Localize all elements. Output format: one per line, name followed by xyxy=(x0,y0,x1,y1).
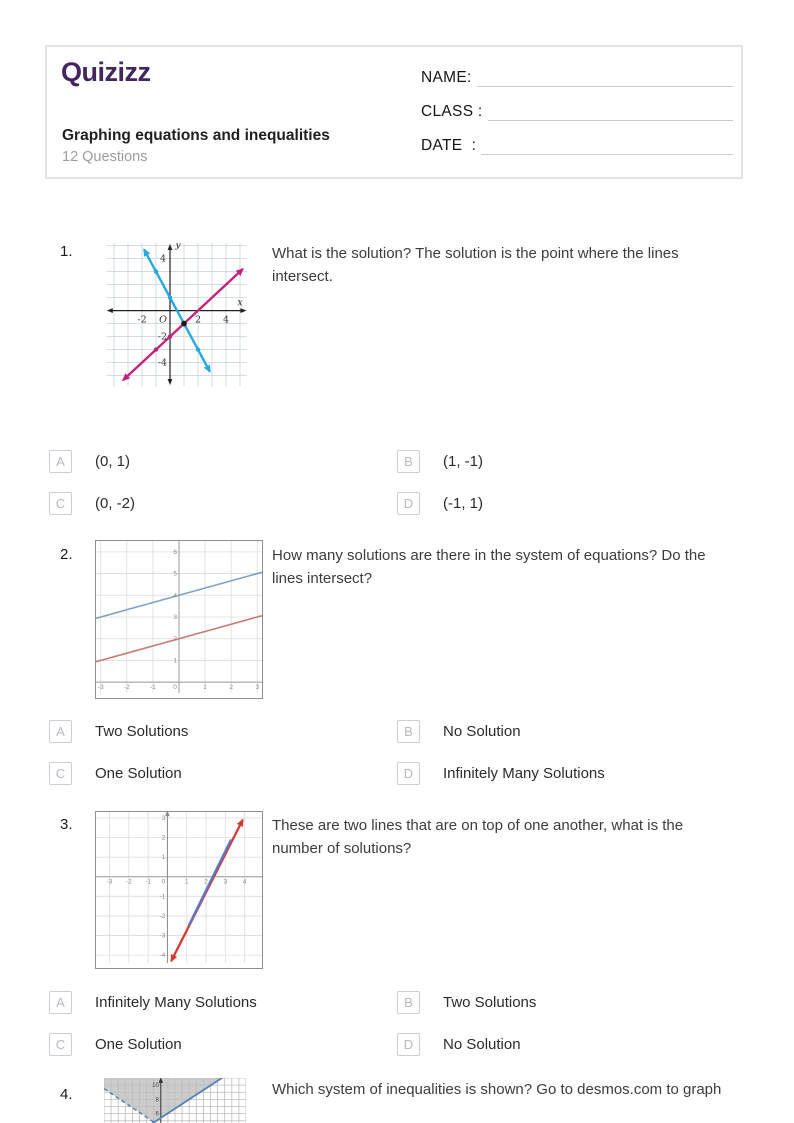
svg-text:5: 5 xyxy=(173,570,177,578)
svg-text:10: 10 xyxy=(152,1083,159,1090)
option-b-box[interactable]: B xyxy=(397,450,420,473)
option-a-box[interactable]: A xyxy=(49,991,72,1014)
svg-text:0: 0 xyxy=(173,684,177,692)
svg-text:3: 3 xyxy=(223,878,228,886)
option-d-text: Infinitely Many Solutions xyxy=(443,765,605,782)
svg-text:3: 3 xyxy=(161,814,166,822)
svg-text:-3: -3 xyxy=(159,932,166,940)
option-d-text: No Solution xyxy=(443,1036,521,1053)
question-1-option-b xyxy=(397,450,745,473)
question-1-option-c xyxy=(49,492,397,515)
class-input-line[interactable] xyxy=(488,102,733,121)
question-3-option-a xyxy=(49,991,397,1014)
svg-text:1: 1 xyxy=(203,684,207,692)
svg-text:2: 2 xyxy=(173,635,177,643)
svg-text:4: 4 xyxy=(173,592,177,600)
option-c-box[interactable]: C xyxy=(49,1033,72,1056)
question-1-graph xyxy=(107,243,247,391)
worksheet-header xyxy=(45,45,743,179)
svg-text:y: y xyxy=(175,243,181,251)
question-count: 12 Questions xyxy=(62,149,148,165)
svg-text:0: 0 xyxy=(161,878,166,886)
question-4-number: 4. xyxy=(60,1086,73,1103)
option-c-box[interactable]: C xyxy=(49,762,72,785)
question-3-graph xyxy=(95,811,263,969)
svg-text:-2: -2 xyxy=(123,684,130,692)
option-a-box[interactable]: A xyxy=(49,450,72,473)
svg-text:-4: -4 xyxy=(159,952,166,960)
svg-text:1: 1 xyxy=(173,657,177,665)
question-1-option-a xyxy=(49,450,397,473)
svg-text:O: O xyxy=(159,314,167,326)
question-2-option-c xyxy=(49,762,397,785)
svg-text:1: 1 xyxy=(161,854,166,862)
student-info-fields xyxy=(421,53,733,155)
option-d-box[interactable]: D xyxy=(397,492,420,515)
svg-text:3: 3 xyxy=(255,684,260,692)
option-b-box[interactable]: B xyxy=(397,991,420,1014)
date-input-line[interactable] xyxy=(481,136,733,155)
question-3-options xyxy=(49,991,745,1056)
option-a-box[interactable]: A xyxy=(49,720,72,743)
svg-text:-2: -2 xyxy=(159,912,166,920)
question-1-number: 1. xyxy=(60,243,73,260)
svg-text:-3: -3 xyxy=(106,878,113,886)
question-3-option-d xyxy=(397,1033,745,1056)
question-4-graph xyxy=(104,1078,246,1123)
svg-text:1: 1 xyxy=(184,878,189,886)
svg-text:-3: -3 xyxy=(97,684,104,692)
option-c-text: One Solution xyxy=(95,765,182,782)
question-3-option-b xyxy=(397,991,745,1014)
question-2-option-a xyxy=(49,720,397,743)
name-label: NAME: xyxy=(421,69,472,86)
option-c-text: One Solution xyxy=(95,1036,182,1053)
option-a-text: Two Solutions xyxy=(95,723,189,740)
question-2-option-d xyxy=(397,762,745,785)
option-d-box[interactable]: D xyxy=(397,762,420,785)
question-2-graph xyxy=(95,540,263,699)
svg-text:-1: -1 xyxy=(145,878,152,886)
svg-text:2: 2 xyxy=(204,878,208,886)
svg-text:2: 2 xyxy=(229,684,234,692)
class-label: CLASS : xyxy=(421,103,483,120)
option-d-text: (-1, 1) xyxy=(443,495,484,512)
question-1-options xyxy=(49,450,745,515)
class-field-row xyxy=(421,87,733,121)
option-a-text: Infinitely Many Solutions xyxy=(95,994,257,1011)
name-input-line[interactable] xyxy=(477,68,733,87)
question-2-text: How many solutions are there in the system of equations? Do the lines intersect? xyxy=(272,547,706,587)
svg-text:6: 6 xyxy=(155,1111,159,1118)
svg-text:-2: -2 xyxy=(137,314,147,326)
svg-text:2: 2 xyxy=(194,314,202,326)
svg-text:4: 4 xyxy=(242,878,247,886)
svg-text:6: 6 xyxy=(173,548,177,556)
question-3-text: These are two lines that are on top of one another, what is the number of solutions? xyxy=(272,817,684,857)
option-b-text: (1, -1) xyxy=(443,453,484,470)
svg-text:-2: -2 xyxy=(125,878,132,886)
worksheet-title: Graphing equations and inequalities xyxy=(62,127,330,144)
option-c-box[interactable]: C xyxy=(49,492,72,515)
svg-text:-1: -1 xyxy=(159,893,166,901)
question-3-number: 3. xyxy=(60,816,73,833)
question-1-option-d xyxy=(397,492,745,515)
question-3-option-c xyxy=(49,1033,397,1056)
quizizz-logo: Quizizz xyxy=(61,57,151,87)
svg-text:-4: -4 xyxy=(157,357,167,369)
svg-text:8: 8 xyxy=(155,1097,159,1104)
option-a-text: (0, 1) xyxy=(95,453,131,470)
date-field-row xyxy=(421,121,733,155)
svg-text:3: 3 xyxy=(173,614,177,621)
svg-text:-2: -2 xyxy=(157,331,167,343)
option-d-box[interactable]: D xyxy=(397,1033,420,1056)
question-4-text: Which system of inequalities is shown? Go to desmos.com to graph xyxy=(272,1081,722,1098)
svg-text:4: 4 xyxy=(159,253,166,265)
option-b-text: No Solution xyxy=(443,723,521,740)
option-b-text: Two Solutions xyxy=(443,994,537,1011)
question-2-number: 2. xyxy=(60,546,73,563)
question-2-option-b xyxy=(397,720,745,743)
option-b-box[interactable]: B xyxy=(397,720,420,743)
option-c-text: (0, -2) xyxy=(95,495,136,512)
svg-text:x: x xyxy=(237,297,243,309)
name-field-row xyxy=(421,53,733,87)
svg-text:2: 2 xyxy=(161,834,166,842)
question-2-options xyxy=(49,720,745,785)
date-label: DATE : xyxy=(421,137,477,154)
svg-text:-1: -1 xyxy=(150,684,156,692)
question-1-text: What is the solution? The solution is the point where the lines intersect. xyxy=(272,245,679,285)
svg-text:4: 4 xyxy=(222,314,230,326)
